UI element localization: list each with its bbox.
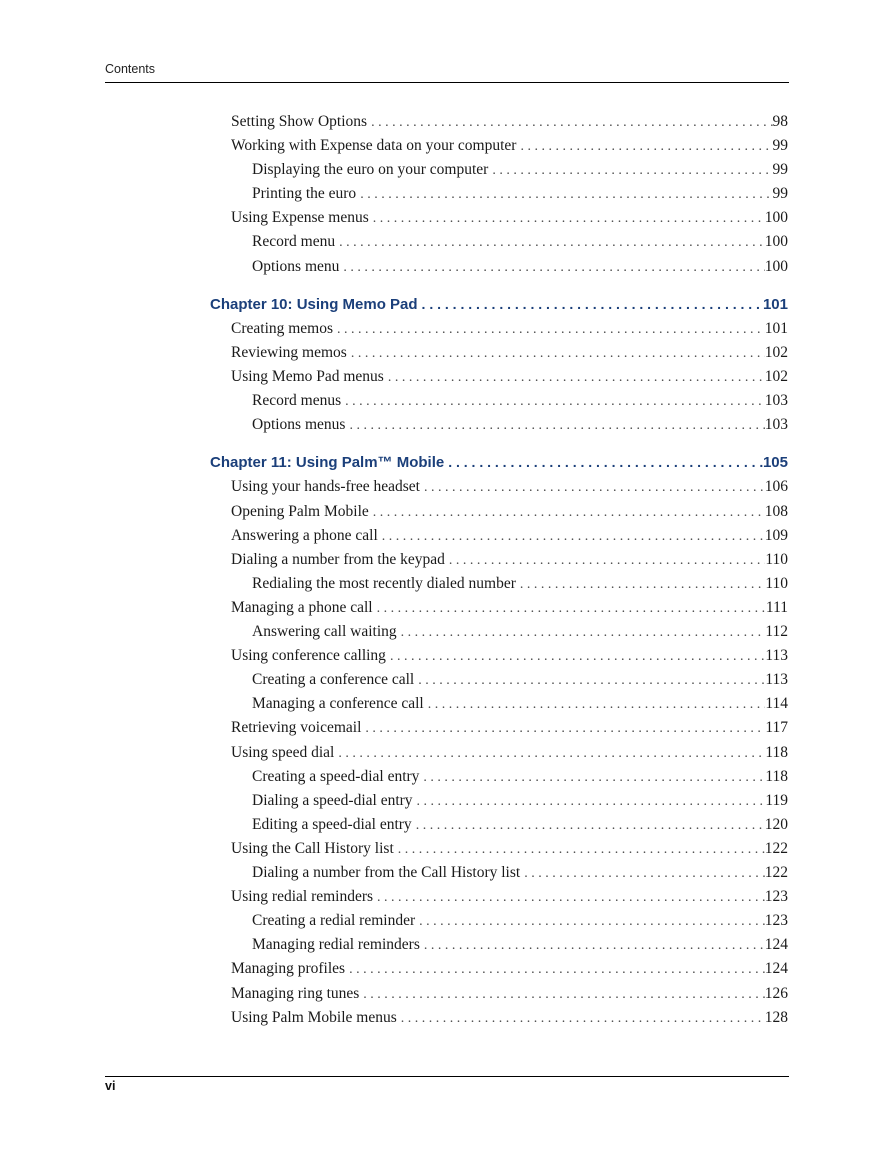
toc-entry-title: Redialing the most recently dialed number — [252, 575, 516, 592]
toc-chapter-entry[interactable] — [210, 454, 788, 474]
toc-entry[interactable] — [231, 527, 788, 547]
running-header: Contents — [105, 62, 156, 76]
toc-entry-page: 124 — [764, 960, 788, 977]
toc-entry[interactable] — [252, 864, 788, 884]
toc-entry-page: 123 — [764, 888, 788, 905]
toc-entry-title: Using speed dial — [231, 744, 335, 761]
toc-entry-title: Managing ring tunes — [231, 985, 360, 1002]
toc-entry[interactable] — [231, 647, 788, 667]
toc-entry[interactable] — [231, 320, 788, 340]
toc-entry-title: Using the Call History list — [231, 840, 394, 857]
toc-entry-title: Printing the euro — [252, 185, 357, 202]
toc-entry-page: 100 — [764, 258, 788, 275]
toc-entry-page: 110 — [765, 575, 788, 592]
toc-entry-title: Reviewing memos — [231, 344, 347, 361]
toc-entry[interactable] — [252, 416, 788, 436]
toc-entry-title: Chapter 10: Using Memo Pad — [210, 296, 418, 313]
toc-entry-page: 118 — [765, 768, 788, 785]
toc-entry-title: Opening Palm Mobile — [231, 503, 369, 520]
toc-entry-page: 119 — [765, 792, 788, 809]
toc-leader-dots — [341, 394, 765, 410]
toc-leader-dots — [345, 962, 765, 978]
toc-entry-page: 99 — [772, 137, 788, 154]
toc-leader-dots — [359, 987, 764, 1003]
toc-entry[interactable] — [252, 233, 788, 253]
toc-entry[interactable] — [252, 671, 788, 691]
toc-entry-title: Answering call waiting — [252, 623, 397, 640]
toc-chapter-entry[interactable] — [210, 296, 788, 316]
toc-leader-dots — [516, 139, 772, 155]
toc-entry-title: Record menus — [252, 392, 342, 409]
toc-leader-dots — [347, 346, 765, 362]
toc-entry[interactable] — [252, 792, 788, 812]
toc-entry-title: Managing a phone call — [231, 599, 373, 616]
toc-entry[interactable] — [252, 575, 788, 595]
toc-entry-page: 122 — [764, 840, 788, 857]
toc-entry[interactable] — [231, 744, 788, 764]
toc-entry-title: Using your hands-free headset — [231, 478, 420, 495]
toc-entry-title: Creating a speed-dial entry — [252, 768, 420, 785]
toc-entry[interactable] — [231, 1009, 788, 1029]
toc-leader-dots — [386, 649, 765, 665]
toc-leader-dots — [356, 187, 772, 203]
toc-entry-page: 120 — [764, 816, 788, 833]
toc-entry-page: 103 — [764, 392, 788, 409]
toc-entry[interactable] — [231, 719, 788, 739]
toc-leader-dots — [345, 418, 764, 434]
toc-entry-title: Options menu — [252, 258, 340, 275]
toc-entry[interactable] — [231, 551, 788, 571]
toc-entry-title: Managing profiles — [231, 960, 346, 977]
toc-entry-page: 128 — [764, 1009, 788, 1026]
toc-entry-page: 117 — [765, 719, 788, 736]
toc-entry-title: Retrieving voicemail — [231, 719, 362, 736]
toc-leader-dots — [445, 553, 765, 569]
toc-entry-page: 98 — [772, 113, 788, 130]
toc-entry-title: Displaying the euro on your computer — [252, 161, 489, 178]
toc-leader-dots — [373, 601, 766, 617]
toc-leader-dots — [424, 697, 766, 713]
toc-entry-page: 102 — [764, 368, 788, 385]
toc-entry[interactable] — [231, 840, 788, 860]
toc-leader-dots — [373, 890, 765, 906]
toc-entry-title: Setting Show Options — [231, 113, 368, 130]
toc-entry-title: Record menu — [252, 233, 336, 250]
toc-entry-page: 112 — [765, 623, 788, 640]
toc-entry-title: Creating a redial reminder — [252, 912, 416, 929]
toc-entry-title: Managing a conference call — [252, 695, 424, 712]
page-number: vi — [105, 1079, 116, 1093]
toc-entry[interactable] — [252, 816, 788, 836]
toc-entry-title: Answering a phone call — [231, 527, 378, 544]
toc-leader-dots — [419, 770, 765, 786]
toc-entry[interactable] — [231, 960, 788, 980]
toc-entry[interactable] — [231, 478, 788, 498]
toc-entry[interactable] — [231, 985, 788, 1005]
toc-entry-title: Using conference calling — [231, 647, 386, 664]
toc-entry[interactable] — [231, 503, 788, 523]
toc-entry-page: 102 — [764, 344, 788, 361]
toc-leader-dots — [520, 866, 765, 882]
toc-leader-dots — [418, 296, 763, 312]
toc-entry-title: Using Expense menus — [231, 209, 369, 226]
toc-entry-title: Using Memo Pad menus — [231, 368, 384, 385]
toc-leader-dots — [414, 673, 765, 689]
toc-entry-page: 126 — [764, 985, 788, 1002]
toc-leader-dots — [333, 322, 765, 338]
toc-entry-title: Dialing a number from the Call History list — [252, 864, 521, 881]
toc-entry-title: Using redial reminders — [231, 888, 374, 905]
toc-entry[interactable] — [231, 368, 788, 388]
toc-entry-page: 101 — [762, 296, 788, 313]
toc-leader-dots — [369, 505, 765, 521]
toc-entry-page: 105 — [762, 454, 788, 471]
toc-entry[interactable] — [231, 599, 788, 619]
toc-entry-page: 99 — [772, 161, 788, 178]
toc-entry[interactable] — [252, 392, 788, 412]
toc-entry[interactable] — [231, 344, 788, 364]
toc-leader-dots — [488, 163, 772, 179]
toc-leader-dots — [369, 211, 765, 227]
toc-entry-title: Working with Expense data on your computer — [231, 137, 517, 154]
toc-entry[interactable] — [231, 209, 788, 229]
toc-entry[interactable] — [252, 161, 788, 181]
toc-entry-page: 110 — [765, 551, 788, 568]
toc-entry-title: Managing redial reminders — [252, 936, 420, 953]
toc-entry-title: Options menus — [252, 416, 346, 433]
toc-entry-page: 123 — [764, 912, 788, 929]
footer-rule — [105, 1076, 789, 1077]
toc-entry[interactable] — [252, 936, 788, 956]
toc-leader-dots — [378, 529, 765, 545]
toc-entry-title: Chapter 11: Using Palm™ Mobile — [210, 454, 445, 471]
toc-entry[interactable] — [252, 695, 788, 715]
toc-leader-dots — [420, 480, 765, 496]
toc-entry[interactable] — [231, 137, 788, 157]
toc-entry[interactable] — [252, 912, 788, 932]
toc-leader-dots — [420, 938, 765, 954]
toc-leader-dots — [397, 625, 766, 641]
toc-leader-dots — [413, 794, 766, 810]
toc-entry-page: 103 — [764, 416, 788, 433]
toc-entry-page: 109 — [764, 527, 788, 544]
toc-entry-page: 114 — [765, 695, 788, 712]
toc-entry[interactable] — [252, 185, 788, 205]
toc-entry-title: Creating memos — [231, 320, 334, 337]
toc-entry[interactable] — [231, 888, 788, 908]
toc-leader-dots — [397, 1011, 765, 1027]
toc-entry-page: 118 — [765, 744, 788, 761]
toc-leader-dots — [334, 746, 765, 762]
toc-entry[interactable] — [231, 113, 788, 133]
toc-entry-page: 99 — [772, 185, 788, 202]
toc-entry[interactable] — [252, 258, 788, 278]
toc-leader-dots — [339, 260, 764, 276]
toc-entry-page: 101 — [764, 320, 788, 337]
toc-entry[interactable] — [252, 623, 788, 643]
toc-entry-page: 106 — [764, 478, 788, 495]
toc-entry[interactable] — [252, 768, 788, 788]
toc-entry-page: 113 — [765, 647, 788, 664]
toc-entry-page: 108 — [764, 503, 788, 520]
toc-leader-dots — [444, 454, 763, 470]
toc-entry-page: 111 — [765, 599, 788, 616]
toc-leader-dots — [361, 721, 765, 737]
toc-leader-dots — [384, 370, 765, 386]
toc-entry-title: Creating a conference call — [252, 671, 415, 688]
toc-leader-dots — [367, 115, 772, 131]
toc-leader-dots — [516, 577, 765, 593]
toc-entry-page: 100 — [764, 209, 788, 226]
toc-entry-page: 113 — [765, 671, 788, 688]
toc-entry-page: 124 — [764, 936, 788, 953]
toc-leader-dots — [415, 914, 765, 930]
toc-entry-page: 122 — [764, 864, 788, 881]
toc-leader-dots — [394, 842, 765, 858]
toc-entry-title: Dialing a number from the keypad — [231, 551, 445, 568]
toc-entry-page: 100 — [764, 233, 788, 250]
toc-entry-title: Dialing a speed-dial entry — [252, 792, 413, 809]
toc-leader-dots — [412, 818, 765, 834]
toc-entry-title: Using Palm Mobile menus — [231, 1009, 397, 1026]
toc-leader-dots — [335, 235, 765, 251]
toc-entry-title: Editing a speed-dial entry — [252, 816, 412, 833]
